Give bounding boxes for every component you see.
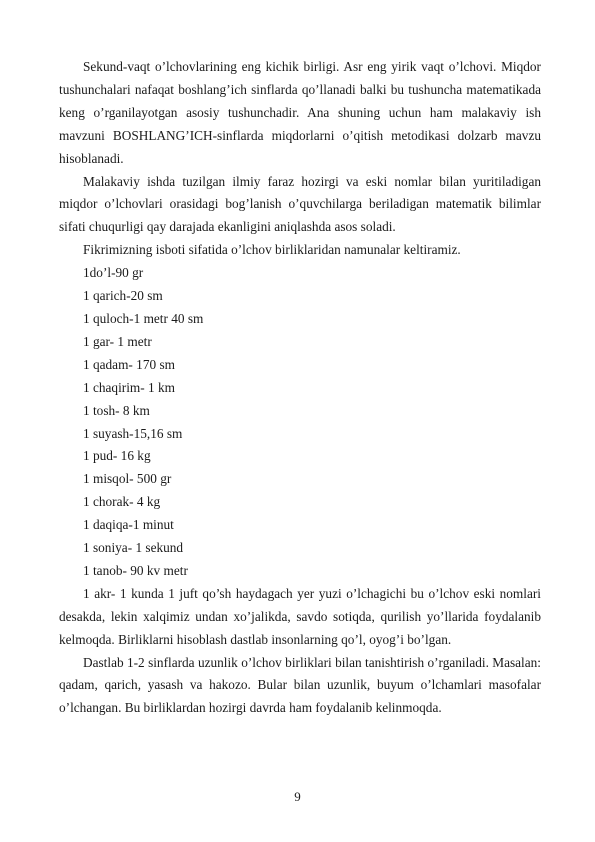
list-item: 1 tanob- 90 kv metr [83,562,188,578]
paragraph-grades: Dastlab 1-2 sinflarda uzunlik o’lchov birliklari bilan tanishtirish o’rganiladi. Masalan: qadam, qarich, yasash va hakozo. Bular bilan uzunlik, buyum o’lchamlari masofalar o’lchangan. Bu birliklardan hozirgi davrda ham foydalanib kelinmoqda. [59,654,541,716]
list-item: 1 gar- 1 metr [83,333,152,349]
list-item: 1 chorak- 4 kg [83,494,161,510]
list-item: 1 misqol- 500 gr [83,471,172,487]
paragraph-hypothesis: Malakaviy ishda tuzilgan ilmiy faraz hozirgi va eski nomlar bilan yuritiladigan miqdor o’lchovlari orasidagi bog’lanish o’quvchilarga beriladigan matematik bilimlar sifati chuqurligi qay darajada ekanligini aniqlashda asos soladi. [59,173,541,235]
page-number: 9 [294,789,301,804]
list-intro: Fikrimizning isboti sifatida o’lchov birliklaridan namunalar keltiramiz. [83,242,461,258]
units-list [59,262,541,583]
paragraph-intro: Sekund-vaqt o’lchovlarining eng kichik birligi. Asr eng yirik vaqt o’lchovi. Miqdor tushunchalari nafaqat boshlang’ich sinflarda qo’llanadi balki bu tushuncha matematikada keng o’rganilayotgan asosiy tushunchadir. Ana shuning uchun ham malakaviy ish mavzuni BOSHLANG’ICH-sinflarda miqdorlarni o’qitish metodikasi dolzarb mavzu hisoblanadi. [59,59,541,166]
list-item: 1 qarich-20 sm [83,288,163,304]
list-item: 1do’l-90 gr [83,265,144,281]
list-item: 1 daqiqa-1 minut [83,517,174,533]
list-item: 1 chaqirim- 1 km [83,379,175,395]
document-body [59,56,541,720]
list-item: 1 soniya- 1 sekund [83,540,184,556]
list-item: 1 quloch-1 metr 40 sm [83,310,204,326]
paragraph-akr: 1 akr- 1 kunda 1 juft qo’sh haydagach yer yuzi o’lchagichi bu o’lchov eski nomlari desakda, lekin xalqimiz undan xo’jalikda, savdo sotiqda, qurilish yo’llarida foydalanib kelmoqda. Birliklarni hisoblash dastlab insonlarning qo’l, oyog’i bo’lgan. [59,585,541,647]
list-item: 1 suyash-15,16 sm [83,425,183,441]
list-item: 1 tosh- 8 km [83,402,150,418]
list-item: 1 qadam- 170 sm [83,356,175,372]
list-item: 1 pud- 16 kg [83,448,151,464]
